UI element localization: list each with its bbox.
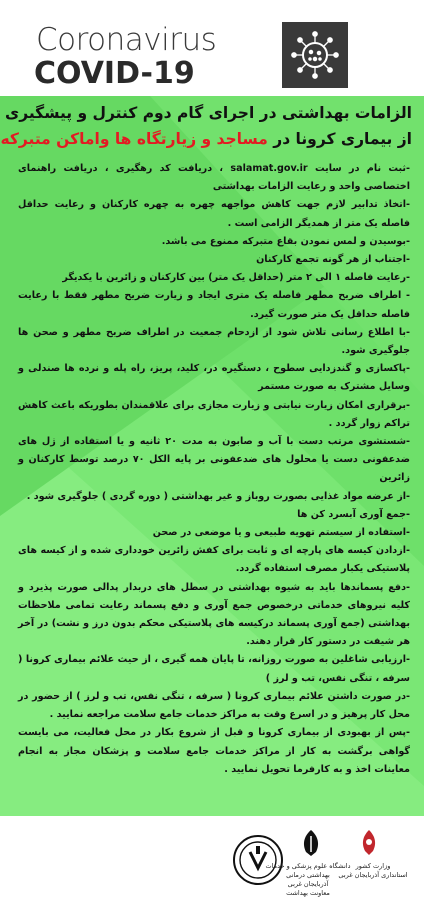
list-item: -دفع پسماندها باید به شیوه بهداشتی در سطل های دربدار پدالی صورت پذیرد و کلیه نیروهای خدماتی درخصوص جمع آوری و دفع پسماند رعایت تمامی ملاحظات بهداشتی (جمع آوری پسماند درکیسه های پلاستیکی محکم بدون درز و نشت) در آخر هر شیفت در دستور کار قرار دهند. [18,581,410,648]
list-item: -اتخاذ تدابیر لازم جهت کاهش مواجهه چهره به چهره کارکنان و رعایت حداقل فاصله یک متر از همدیگر الزامی است . [18,199,410,229]
virus-icon [282,22,348,88]
brand-title: Coronavirus [36,22,217,58]
ministry-name-text [330,862,416,880]
guidelines-panel [0,96,424,816]
list-item: -بوسیدن و لمس نمودن بقاع متبرکه ممنوع می باشد. [161,235,410,247]
list-item: -ارزیابی شاغلین به صورت روزانه، تا پایان همه گیری ، از حیث علائم بیماری کرونا ( سرفه ، تنگی نفس، تب و لرز ) [18,654,410,684]
guidelines-list [0,152,424,779]
list-item: -پس از بهبودی از بیماری کرونا و قبل از شروع بکار در محل فعالیت، می بایست گواهی برگشت به کار از مراکز خدمات جامع سلامت و پزشکان مجاز به انجام معاینات اخذ و به کارفرما تحویل نمایید . [18,727,410,775]
ministry-emblem-icon [356,828,382,858]
footer-logos [0,816,424,900]
title-block [0,96,424,152]
list-item: - اطراف ضریح مطهر فاصله یک متری ایجاد و زیارت ضریح مطهر فقط با رعایت فاصله حداقل یک متر صورت گیرد. [18,290,410,320]
sub-title-highlight: مساجد و زیارتگاه ها واماکن متبرکه [0,130,268,148]
brand-subtitle: COVID-19 [34,56,195,91]
main-title: الزامات بهداشتی در اجرای گام دوم کنترل و پیشگیری [5,104,412,122]
list-item: -پاکسازی و گندزدایی سطوح ، دستگیره در، کلید، پریز، راه پله و نرده ها صندلی و وسایل مشترک به صورت مستمر [18,363,410,393]
list-item: -رعایت فاصله ۱ الی ۲ متر (حداقل یک متر) بین کارکنان و زائرین با یکدیگر [62,272,410,284]
university-emblem-icon [298,828,324,858]
header [0,0,424,96]
ministry-line2: استانداری آذربایجان غربی [338,871,408,879]
list-item: -از عرضه مواد غذایی بصورت روباز و غیر بهداشتی ( دوره گردی ) جلوگیری شود . [26,490,410,502]
list-item: -اجتناب از هر گونه تجمع کارکنان [256,254,410,266]
sub-title-part1: از بیماری کرونا در [273,130,412,148]
list-item: -ثبت نام در سایت salamat.gov.ir ، دریافت کد رهگیری ، دریافت راهنمای اختصاصی واحد و رعایت الزامات بهداشتی [18,163,411,193]
sub-title [0,126,412,152]
list-item: -در صورت داشتن علائم بیماری کرونا ( سرفه ، تنگی نفس، تب و لرز ) از حضور در محل کار پرهیز و در اسرع وقت به مراکز خدمات جامع سلامت مراجعه نمایید . [18,690,410,721]
ministry-line1: وزارت کشور [355,862,391,870]
list-item: -شستشوی مرتب دست با آب و صابون به مدت ۲۰ ثانیه و یا استفاده از ژل های ضدعفونی دست یا محلول های ضدعفونی بر پایه الکل ۷۰ درصد توسط کارکنان و زائرین [18,436,410,484]
university-line1: دانشگاه علوم پزشکی و خدمات بهداشتی درمانی [265,862,351,879]
list-item: -جمع آوری آبسرد کن ها [297,508,410,520]
university-line3: معاونت بهداشت [286,889,330,897]
list-item: -استفاده از سیستم تهویه طبیعی و یا موضعی در صحن [152,527,410,539]
list-item: -برقراری امکان زیارت نیابتی و زیارت مجازی برای علاقمندان بطوریکه باعث کاهش تراکم زوار گردد . [18,399,410,429]
university-line2: آذربایجان غربی [287,880,329,888]
list-item: -ازدادن کیسه های پارچه ای و ثابت برای کفش زائرین خودداری شده و از کیسه های پلاستیکی یکبار مصرف استفاده گردد. [18,545,410,575]
list-item: -با اطلاع رسانی تلاش شود از ازدحام جمعیت در اطراف ضریح مطهر و صحن ها جلوگیری شود. [18,326,410,357]
